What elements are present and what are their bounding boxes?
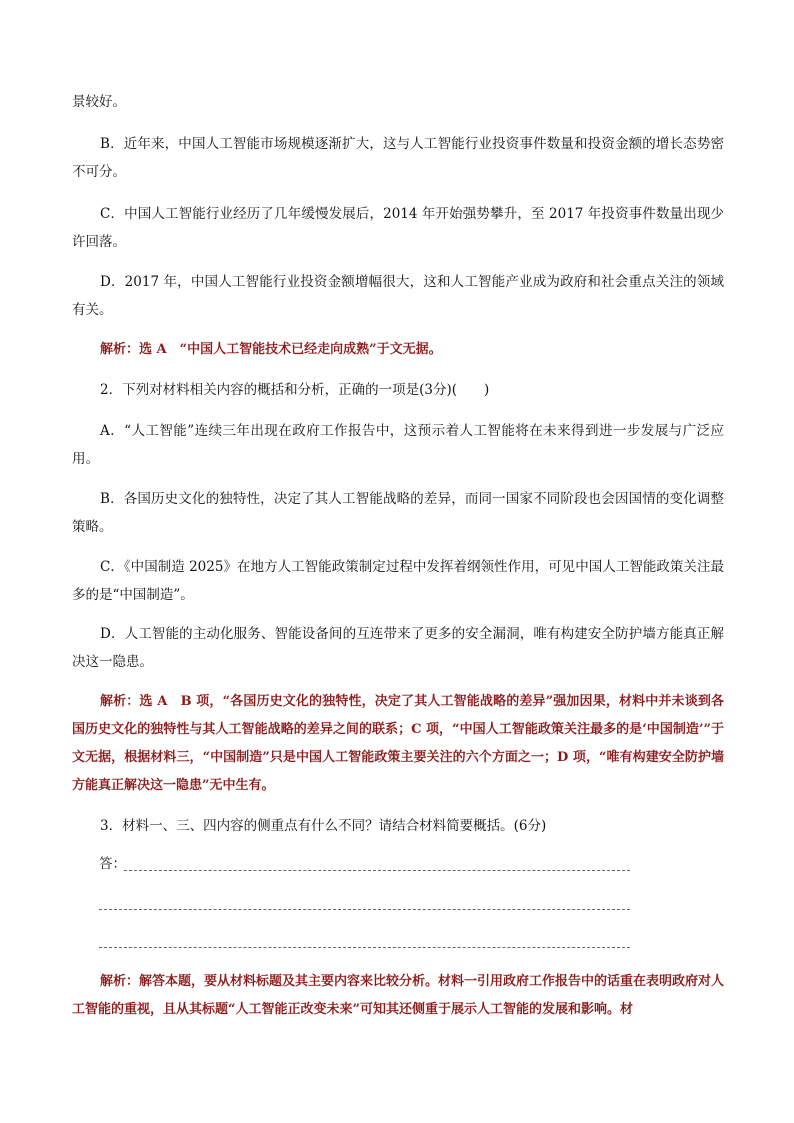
- answer-blank-line[interactable]: [124, 856, 630, 871]
- question-2-option-d: D．人工智能的主动化服务、智能设备间的互连带来了更多的安全漏洞，唯有构建安全防护墙方能真正解决这一隐患。: [72, 626, 724, 670]
- answer-blank-line[interactable]: [99, 933, 630, 948]
- answer-explanation-1: 解析：选 A “中国人工智能技术已经走向成熟”于文无据。: [100, 342, 442, 357]
- answer-explanation-3: 解析：解答本题，要从材料标题及其主要内容来比较分析。材料一引用政府工作报告中的话重在表明政府对人工智能的重视，且从其标题“人工智能正改变未来”可知其还侧重于展示人工智能的发展和影响。材: [72, 974, 725, 1017]
- option-d: D．2017 年，中国人工智能行业投资金额增幅很大，这和人工智能产业成为政府和社会重点关注的领域有关。: [72, 274, 724, 318]
- option-c: C．中国人工智能行业经历了几年缓慢发展后，2014 年开始强势攀升，至 2017 年投资事件数量出现少许回落。: [72, 206, 724, 250]
- paragraph-continuation: 景较好。: [72, 94, 126, 110]
- answer-label: 答：: [99, 856, 126, 872]
- question-2-option-b: B．各国历史文化的独特性，决定了其人工智能战略的差异，而同一国家不同阶段也会因国情的变化调整策略。: [72, 491, 724, 535]
- answer-explanation-2: 解析：选 A B 项，“各国历史文化的独特性，决定了其人工智能战略的差异”强加因果，材料中并未谈到各国历史文化的独特性与其人工智能战略的差异之间的联系；C 项，“中国人工智能政策关注最多的是‘中国制造’”于文无据，根据材料三，“中国制造”只是中国人工智能政策主要关注的六个方面之一；D 项，“唯有构建安全防护墙方能真正解决这一隐患”无中生有。: [72, 694, 724, 793]
- question-2-option-a: A．“人工智能”连续三年出现在政府工作报告中，这预示着人工智能将在未来得到进一步发展与广泛应用。: [72, 423, 724, 467]
- option-b: B．近年来，中国人工智能市场规模逐渐扩大，这与人工智能行业投资事件数量和投资金额的增长态势密不可分。: [72, 136, 724, 180]
- question-3: 3．材料一、三、四内容的侧重点有什么不同？请结合材料简要概括。(6分): [100, 818, 547, 834]
- answer-blank-line[interactable]: [99, 895, 630, 910]
- question-2-option-c: C．《中国制造 2025》在地方人工智能政策制定过程中发挥着纲领性作用，可见中国人工智能政策关注最多的是“中国制造”。: [72, 559, 724, 603]
- question-2: 2．下列对材料相关内容的概括和分析，正确的一项是(3分)( ): [100, 382, 490, 398]
